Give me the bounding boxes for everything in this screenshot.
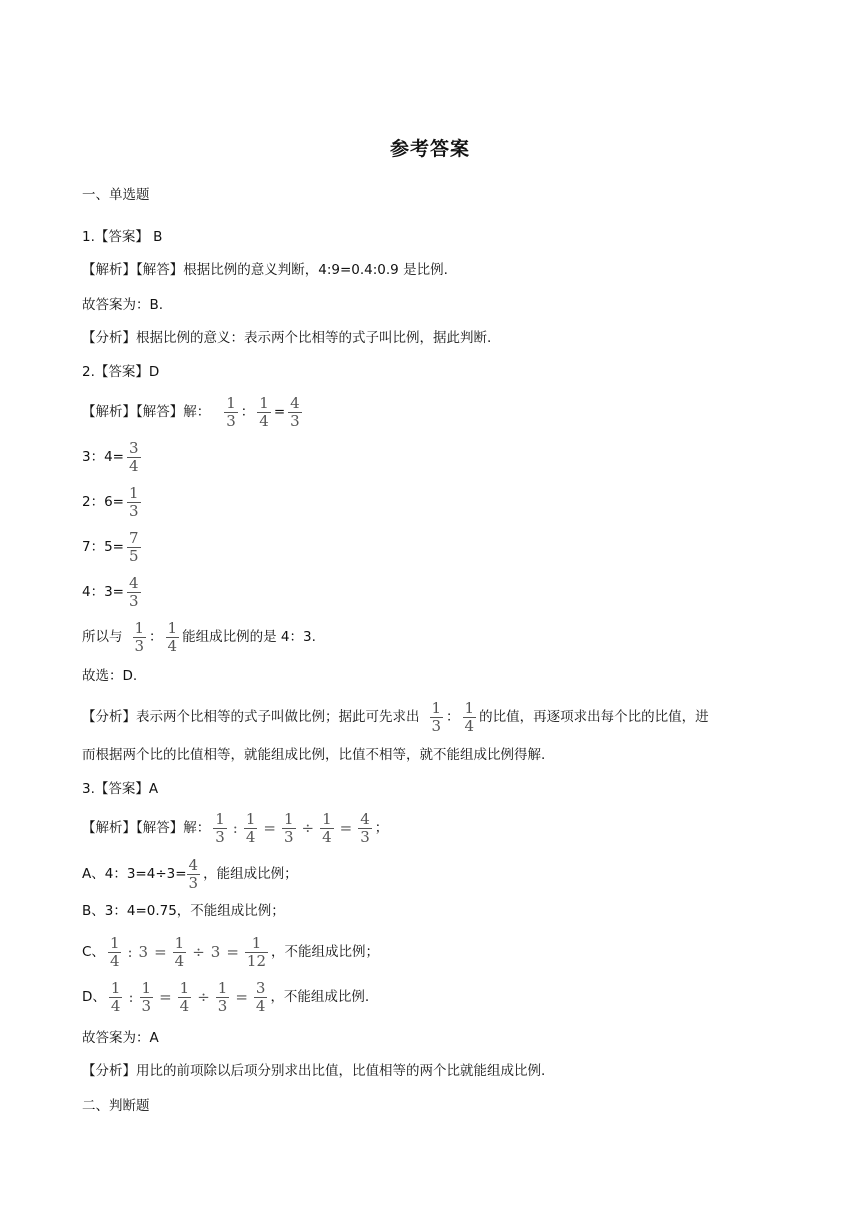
fraction-1-3: $\frac{1}{3}$	[129, 484, 139, 520]
q2-ratio-3-4	[82, 441, 144, 474]
fraction-4-3: $\frac{4}{3}$	[360, 810, 370, 846]
equals: =	[235, 988, 248, 1006]
ratio-text: 7：5=	[82, 538, 124, 555]
equals: =	[263, 819, 276, 837]
fraction-4-3: $\frac{4}{3}$	[188, 856, 199, 892]
section-heading-true-false: 二、判断题	[82, 1098, 150, 1114]
number-3: 3	[138, 943, 149, 961]
ratio-sign: :	[232, 819, 238, 837]
equals: =	[339, 819, 353, 837]
divide-sign: ÷	[197, 988, 210, 1006]
fraction-1-4: $\frac{1}{4}$	[110, 979, 121, 1015]
note-text: 【分析】表示两个比相等的式子叫做比例；据此可先求出	[82, 708, 420, 725]
divide-sign: ÷	[192, 943, 205, 961]
fraction-1-4: $\frac{1}{4}$	[179, 979, 190, 1015]
option-d-suffix: ，不能组成比例.	[270, 988, 370, 1005]
fraction-1-4: $\frac{1}{4}$	[167, 619, 178, 655]
fraction-1-4: $\frac{1}{4}$	[174, 934, 185, 970]
semicolon: ；	[374, 819, 389, 836]
colon: ：	[149, 628, 163, 645]
fraction-1-4: $\frac{1}{4}$	[464, 699, 475, 735]
q2-ratio-7-5	[82, 531, 144, 564]
q3-answer: 3.【答案】A	[82, 781, 159, 797]
note-suffix: 的比值，再逐项求出每个比的比值，进	[479, 708, 709, 725]
q2-answer: 2.【答案】D	[82, 364, 160, 380]
section-heading-single-choice: 一、单选题	[82, 187, 150, 203]
fraction-1-3: $\frac{1}{3}$	[431, 699, 442, 735]
fraction-7-5: $\frac{7}{5}$	[129, 529, 139, 565]
fraction-1-3: $\frac{1}{3}$	[215, 810, 225, 846]
fraction-1-3: $\frac{1}{3}$	[283, 810, 294, 846]
fraction-4-3: $\frac{4}{3}$	[290, 394, 300, 430]
fraction-1-3: $\frac{1}{3}$	[217, 979, 228, 1015]
q1-analysis: 【解析】【解答】根据比例的意义判断，4:9=0.4:0.9 是比例.	[82, 262, 448, 278]
ratio-sign: :	[127, 943, 133, 961]
fraction-1-3: $\frac{1}{3}$	[141, 979, 152, 1015]
number-3: 3	[210, 943, 221, 961]
q2-analysis-label: 【解析】【解答】解：	[82, 403, 211, 420]
q2-conclusion: 故选：D.	[82, 668, 138, 684]
fraction-1-4: $\frac{1}{4}$	[259, 394, 269, 430]
fraction-1-4: $\frac{1}{4}$	[245, 810, 256, 846]
q2-analysis	[82, 396, 305, 429]
q2-ratio-4-3	[82, 576, 144, 609]
q1-conclusion: 故答案为：B.	[82, 297, 164, 313]
ratio-text: 3：4=	[82, 448, 124, 465]
q3-option-b: B、3：4=0.75，不能组成比例；	[82, 903, 285, 919]
equals: =	[226, 943, 239, 961]
divide-sign: ÷	[301, 819, 315, 837]
so-text: 所以与	[82, 628, 123, 645]
q3-conclusion: 故答案为：A	[82, 1030, 159, 1046]
fraction-1-4: $\frac{1}{4}$	[322, 810, 332, 846]
ratio-sign: :	[128, 988, 134, 1006]
ratio-text: 4：3=	[82, 583, 124, 600]
ratio-text: 2：6=	[82, 493, 124, 510]
page-title: 参考答案	[389, 138, 470, 160]
option-d-text: D、	[82, 988, 106, 1005]
option-a-suffix: ，能组成比例；	[203, 865, 298, 882]
fraction-4-3: $\frac{4}{3}$	[129, 574, 139, 610]
q2-note-line2: 而根据两个比的比值相等，就能组成比例，比值不相等，就不能组成比例得解.	[82, 747, 546, 763]
colon: ：	[446, 708, 460, 725]
q2-ratio-2-6	[82, 486, 144, 519]
q2-note	[82, 701, 709, 734]
q3-analysis-label: 【解析】【解答】解：	[82, 819, 211, 836]
colon: ：	[240, 403, 255, 420]
q3-note: 【分析】用比的前项除以后项分别求出比值，比值相等的两个比就能组成比例.	[82, 1063, 546, 1079]
fraction-1-3: $\frac{1}{3}$	[134, 619, 145, 655]
q3-analysis	[82, 812, 388, 845]
equals: =	[154, 943, 167, 961]
q3-option-c	[82, 936, 379, 969]
q3-option-a	[82, 858, 298, 891]
fraction-1-4: $\frac{1}{4}$	[109, 934, 120, 970]
equals: =	[273, 403, 286, 420]
option-c-suffix: ，不能组成比例；	[271, 943, 380, 960]
fraction-1-12: $\frac{1}{12}$	[246, 934, 267, 970]
so-suffix: 能组成比例的是 4：3.	[182, 628, 316, 645]
option-a-text: A、4：3=4÷3=	[82, 865, 187, 882]
fraction-1-3: $\frac{1}{3}$	[226, 394, 236, 430]
fraction-3-4: $\frac{3}{4}$	[129, 439, 139, 475]
equals: =	[159, 988, 172, 1006]
q1-answer: 1.【答案】 B	[82, 229, 163, 245]
q2-so-line	[82, 621, 316, 654]
option-c-text: C、	[82, 943, 105, 960]
q1-note: 【分析】根据比例的意义：表示两个比相等的式子叫比例，据此判断.	[82, 330, 492, 346]
fraction-3-4: $\frac{3}{4}$	[255, 979, 266, 1015]
q3-option-d	[82, 981, 369, 1014]
